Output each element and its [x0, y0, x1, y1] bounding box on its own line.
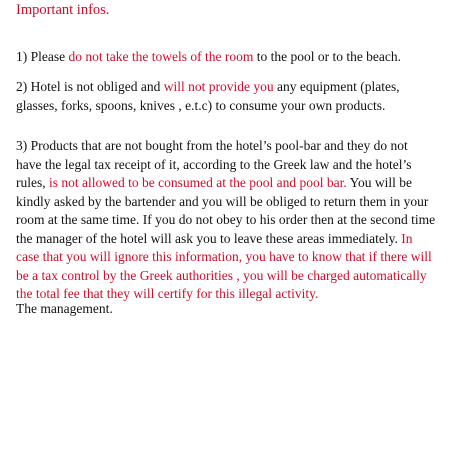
rule-towels — [16, 48, 401, 67]
rule-equipment-line-2: glasses, forks, spoons, knives , e.t.c) to consume your own products. — [16, 97, 386, 113]
rule-products-line-6-highlight: In — [401, 230, 413, 246]
rule-products-line-6 — [16, 230, 436, 249]
rule-products-line-6-prefix: the manager of the hotel will ask you to leave these areas immediately. — [16, 230, 402, 246]
rule-equipment — [16, 78, 426, 115]
rule-equipment-line-1 — [16, 78, 426, 97]
rule-products-line-4: kindly asked by the bartender and you will be obliged to return them in your — [16, 193, 429, 209]
rule-products-line-8: be a tax control by the Greek authorities , you will be charged automatically — [16, 267, 427, 283]
rule-equipment-suffix: any equipment (plates, — [273, 79, 400, 94]
rule-towels-prefix: 1) Please — [16, 49, 69, 64]
rule-equipment-prefix: 2) Hotel is not obliged and — [16, 79, 164, 94]
rule-equipment-highlight: will not provide you — [163, 79, 274, 94]
rule-products-line-3-suffix: You will be — [346, 175, 412, 190]
rule-outside-products — [16, 137, 436, 304]
rule-products-line-9: the total fee that they will certify for this illegal activity. — [16, 286, 319, 301]
rule-products-line-3 — [16, 174, 436, 193]
rule-towels-suffix: to the pool or to the beach. — [253, 49, 402, 64]
rule-products-line-3-prefix: rules, — [16, 175, 49, 190]
rule-products-line-2: have the legal tax receipt of it, according to the Greek law and the hotel’s — [16, 156, 412, 172]
rule-towels-highlight: do not take the towels of the room — [68, 49, 254, 64]
rule-products-line-1: 3) Products that are not bought from the hotel’s pool-bar and they do not — [16, 138, 408, 153]
rule-products-line-5: room at the same time. If you do not obey to his order then at the second time — [16, 212, 436, 227]
signature: The management. — [16, 301, 113, 316]
rule-products-line-7: case that you will ignore this information, you have to know that if there will — [16, 249, 432, 264]
rule-products-line-3-highlight: is not allowed to be consumed at the pool and pool bar. — [49, 175, 347, 190]
document-title: Important infos. — [16, 2, 110, 18]
